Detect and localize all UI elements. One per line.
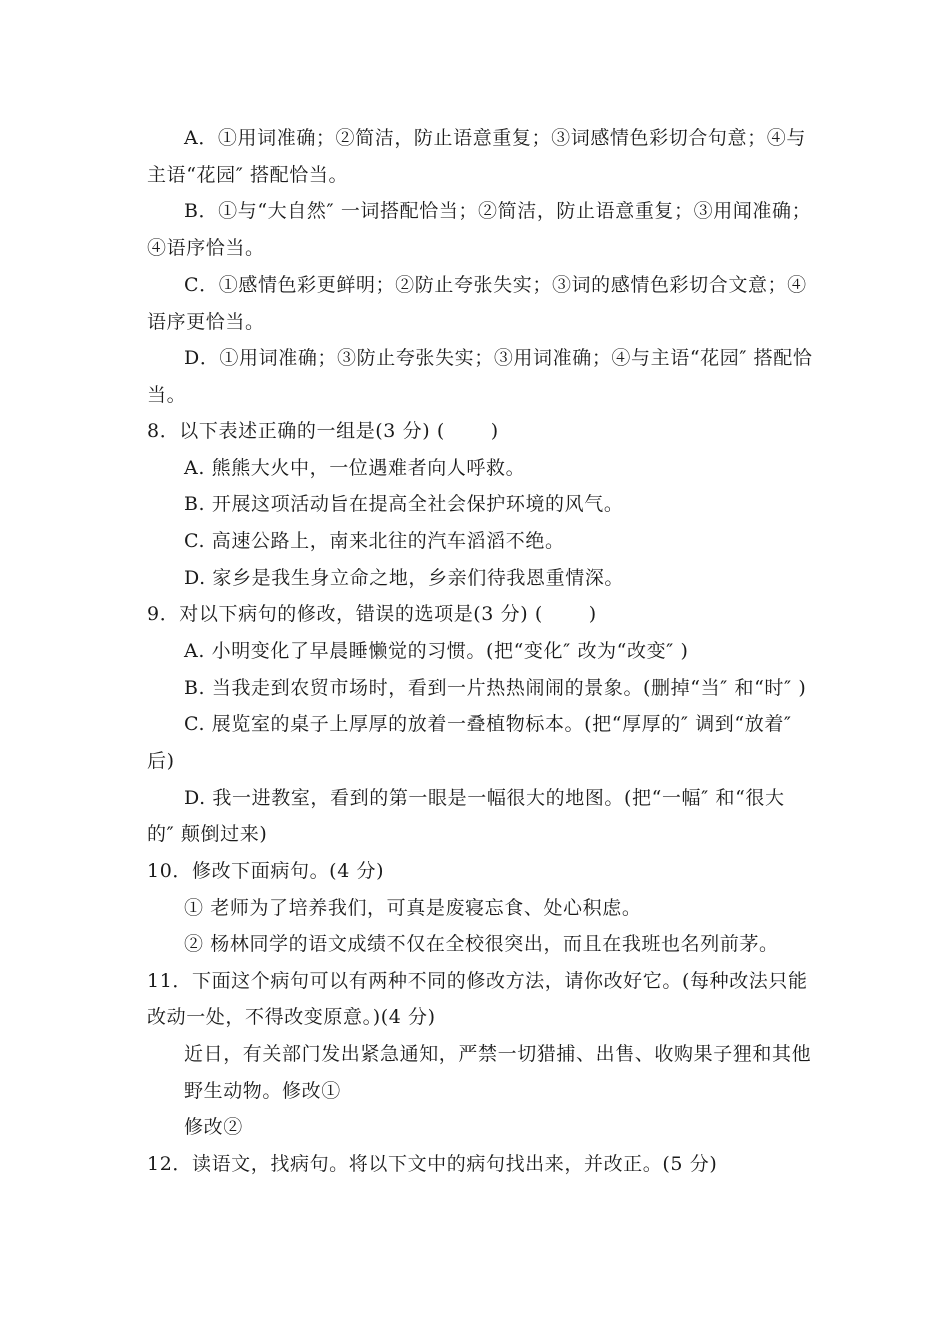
q7-option-a-line1: A．①用词准确；②简洁，防止语意重复；③词感情色彩切合句意；④与 xyxy=(184,127,806,149)
q8-stem: 8．以下表述正确的一组是(3 分) ( ) xyxy=(147,420,499,442)
q9-stem: 9．对以下病句的修改，错误的选项是(3 分) ( ) xyxy=(147,603,597,625)
q8-option-b: B. 开展这项活动旨在提高全社会保护环境的风气。 xyxy=(184,493,624,515)
q10-sentence-1: ① 老师为了培养我们，可真是废寝忘食、处心积虑。 xyxy=(184,897,642,919)
q9-option-c-line1: C. 展览室的桌子上厚厚的放着一叠植物标本。(把“厚厚的″ 调到“放着″ xyxy=(184,713,792,735)
q8-option-a: A. 熊熊大火中，一位遇难者向人呼救。 xyxy=(184,457,526,479)
q7-option-d-line2: 当。 xyxy=(147,384,187,406)
q11-body-line1: 近日，有关部门发出紧急通知，严禁一切猎捕、出售、收购果子狸和其他 xyxy=(184,1043,812,1065)
q10-stem: 10．修改下面病句。(4 分) xyxy=(147,860,385,882)
q11-fix-2: 修改② xyxy=(184,1116,243,1138)
q9-option-c-line2: 后) xyxy=(147,750,175,772)
q11-stem-line1: 11．下面这个病句可以有两种不同的修改方法，请你改好它。(每种改法只能 xyxy=(147,970,808,992)
q7-option-c-line2: 语序更恰当。 xyxy=(147,311,265,333)
q11-body-line2: 野生动物。修改① xyxy=(184,1080,341,1102)
q7-option-b-line1: B．①与“大自然″ 一词搭配恰当；②简洁，防止语意重复；③用闻准确； xyxy=(184,200,812,222)
q12-stem: 12．读语文，找病句。将以下文中的病句找出来，并改正。(5 分) xyxy=(147,1153,718,1175)
q9-option-b: B. 当我走到农贸市场时，看到一片热热闹闹的景象。(删掉“当″ 和“时″ ) xyxy=(184,677,807,699)
q8-option-c: C. 高速公路上，南来北往的汽车滔滔不绝。 xyxy=(184,530,565,552)
q9-option-a: A. 小明变化了早晨睡懒觉的习惯。(把“变化″ 改为“改变″ ) xyxy=(184,640,689,662)
q7-option-b-line2: ④语序恰当。 xyxy=(147,237,265,259)
q8-option-d: D. 家乡是我生身立命之地，乡亲们待我恩重情深。 xyxy=(184,567,625,589)
q9-option-d-line1: D. 我一进教室，看到的第一眼是一幅很大的地图。(把“一幅″ 和“很大 xyxy=(184,787,785,809)
q7-option-d-line1: D．①用词准确；③防止夸张失实；③用词准确；④与主语“花园″ 搭配恰 xyxy=(184,347,813,369)
q7-option-c-line1: C．①感情色彩更鲜明；②防止夸张失实；③词的感情色彩切合文意；④ xyxy=(184,274,807,296)
q10-sentence-2: ② 杨林同学的语文成绩不仅在全校很突出，而且在我班也名列前茅。 xyxy=(184,933,779,955)
q7-option-a-line2: 主语“花园″ 搭配恰当。 xyxy=(147,164,349,186)
q9-option-d-line2: 的″ 颠倒过来) xyxy=(147,823,268,845)
q11-stem-line2: 改动一处，不得改变原意。)(4 分) xyxy=(147,1006,436,1028)
